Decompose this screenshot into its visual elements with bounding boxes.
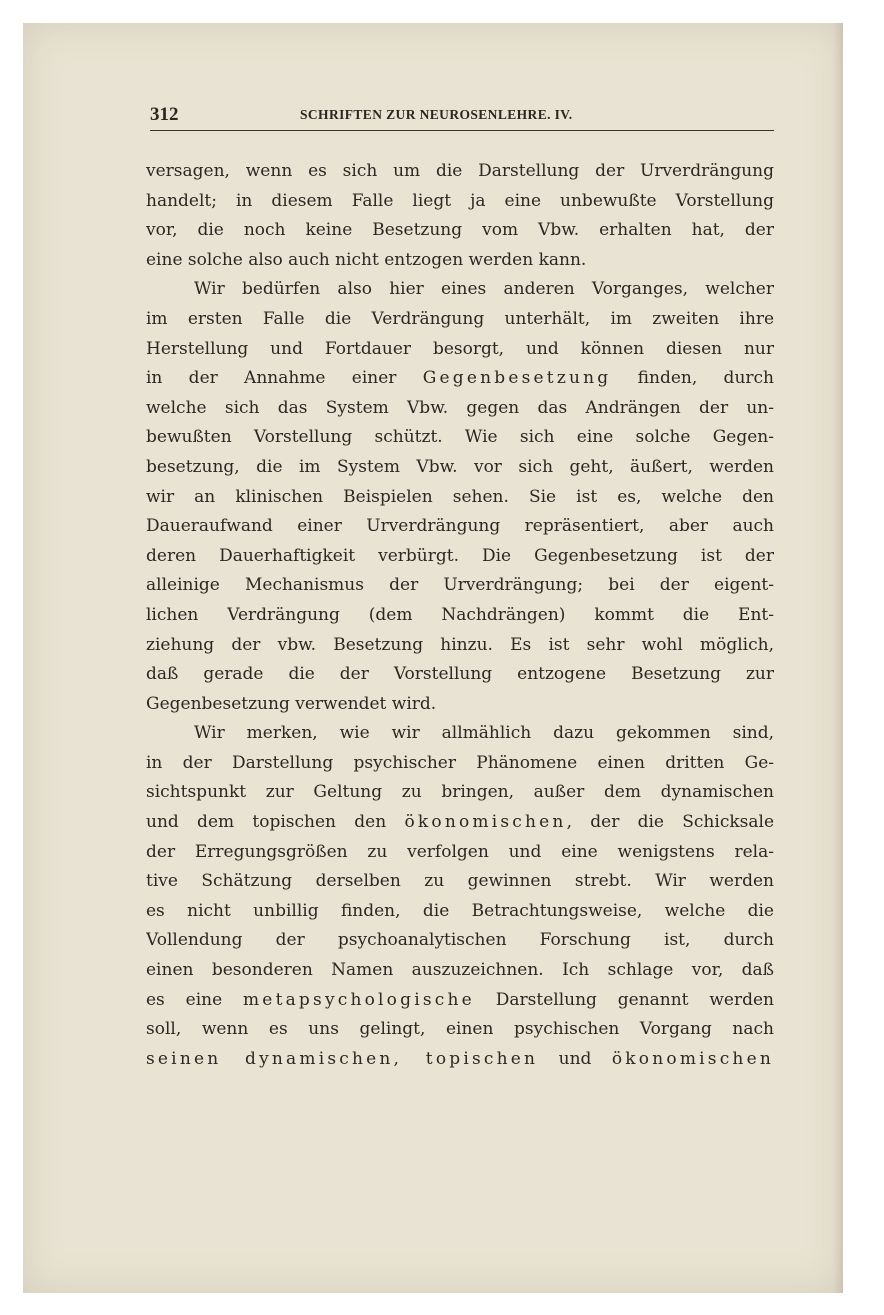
text-line xyxy=(146,364,774,394)
text-line: Vollendung der psychoanalytischen Forschung ist, durch xyxy=(146,930,774,951)
text-line: es nicht unbillig finden, die Betrachtungsweise, welche die xyxy=(146,900,774,921)
header-rule xyxy=(150,130,774,131)
spaced-emphasis: metapsychologische xyxy=(242,989,475,1010)
text-segment: in der Annahme einer xyxy=(146,368,423,389)
text-line: welche sich das System Vbw. gegen das Andrängen der un- xyxy=(146,397,774,418)
text-segment: und dem topischen den xyxy=(146,812,405,833)
text-line: in der Darstellung psychischer Phänomene einen dritten Ge- xyxy=(146,752,774,773)
running-head: SCHRIFTEN ZUR NEUROSENLEHRE. IV. xyxy=(300,107,573,122)
text-line: lichen Verdrängung (dem Nachdrängen) kommt die Ent- xyxy=(146,604,774,625)
text-line: bewußten Vorstellung schützt. Wie sich eine solche Gegen- xyxy=(146,427,774,448)
text-line: vor, die noch keine Besetzung vom Vbw. erhalten hat, der xyxy=(146,220,774,241)
text-line: deren Dauerhaftigkeit verbürgt. Die Gegenbesetzung ist der xyxy=(146,545,774,566)
text-line: ziehung der vbw. Besetzung hinzu. Es ist sehr wohl möglich, xyxy=(146,634,774,655)
text-line: eine solche also auch nicht entzogen werden kann. xyxy=(146,249,587,270)
page-header xyxy=(150,104,774,126)
text-segment: , der die Schicksale xyxy=(566,812,774,833)
text-line: Gegenbesetzung verwendet wird. xyxy=(146,693,437,714)
page-number: 312 xyxy=(150,104,179,125)
text-line: Wir bedürfen also hier eines anderen Vorganges, welcher xyxy=(194,279,774,300)
text-line xyxy=(146,1045,774,1075)
text-line: einen besonderen Namen auszuzeichnen. Ich schlage vor, daß xyxy=(146,960,774,981)
text-line: sichtspunkt zur Geltung zu bringen, außer dem dynamischen xyxy=(146,782,774,803)
text-line: Herstellung und Fortdauer besorgt, und können diesen nur xyxy=(146,338,774,359)
text-segment: Darstellung genannt werden xyxy=(474,989,774,1010)
spaced-emphasis: seinen dynamischen, topischen xyxy=(146,1048,539,1069)
text-line: wir an klinischen Beispielen sehen. Sie ist es, welche den xyxy=(146,486,774,507)
text-line: alleinige Mechanismus der Urverdrängung; bei der eigent- xyxy=(146,575,774,596)
text-line: tive Schätzung derselben zu gewinnen strebt. Wir werden xyxy=(146,871,774,892)
text-line: Daueraufwand einer Urverdrängung repräsentiert, aber auch xyxy=(146,516,774,537)
text-line: soll, wenn es uns gelingt, einen psychischen Vorgang nach xyxy=(146,1019,774,1040)
spaced-emphasis: ökonomischen xyxy=(611,1048,774,1069)
text-line: Wir merken, wie wir allmählich dazu gekommen sind, xyxy=(194,723,774,744)
page-edge-shadow xyxy=(833,23,843,1293)
text-line: versagen, wenn es sich um die Darstellung der Urverdrängung xyxy=(146,161,774,181)
text-line: besetzung, die im System Vbw. vor sich geht, äußert, werden xyxy=(146,456,774,477)
text-segment: finden, durch xyxy=(611,368,774,389)
body-text xyxy=(146,157,774,1074)
text-line: im ersten Falle die Verdrängung unterhält, im zweiten ihre xyxy=(146,308,774,329)
text-segment: es eine xyxy=(146,989,243,1010)
spaced-emphasis: ökonomischen xyxy=(404,812,567,833)
text-line xyxy=(146,808,774,838)
text-line: handelt; in diesem Falle liegt ja eine unbewußte Vorstellung xyxy=(146,190,774,211)
text-segment: und xyxy=(538,1048,612,1069)
text-line xyxy=(146,986,774,1016)
spaced-emphasis: Gegenbesetzung xyxy=(422,368,612,389)
text-line: daß gerade die der Vorstellung entzogene Besetzung zur xyxy=(146,664,774,685)
text-line: der Erregungsgrößen zu verfolgen und eine wenigstens rela- xyxy=(146,841,774,862)
